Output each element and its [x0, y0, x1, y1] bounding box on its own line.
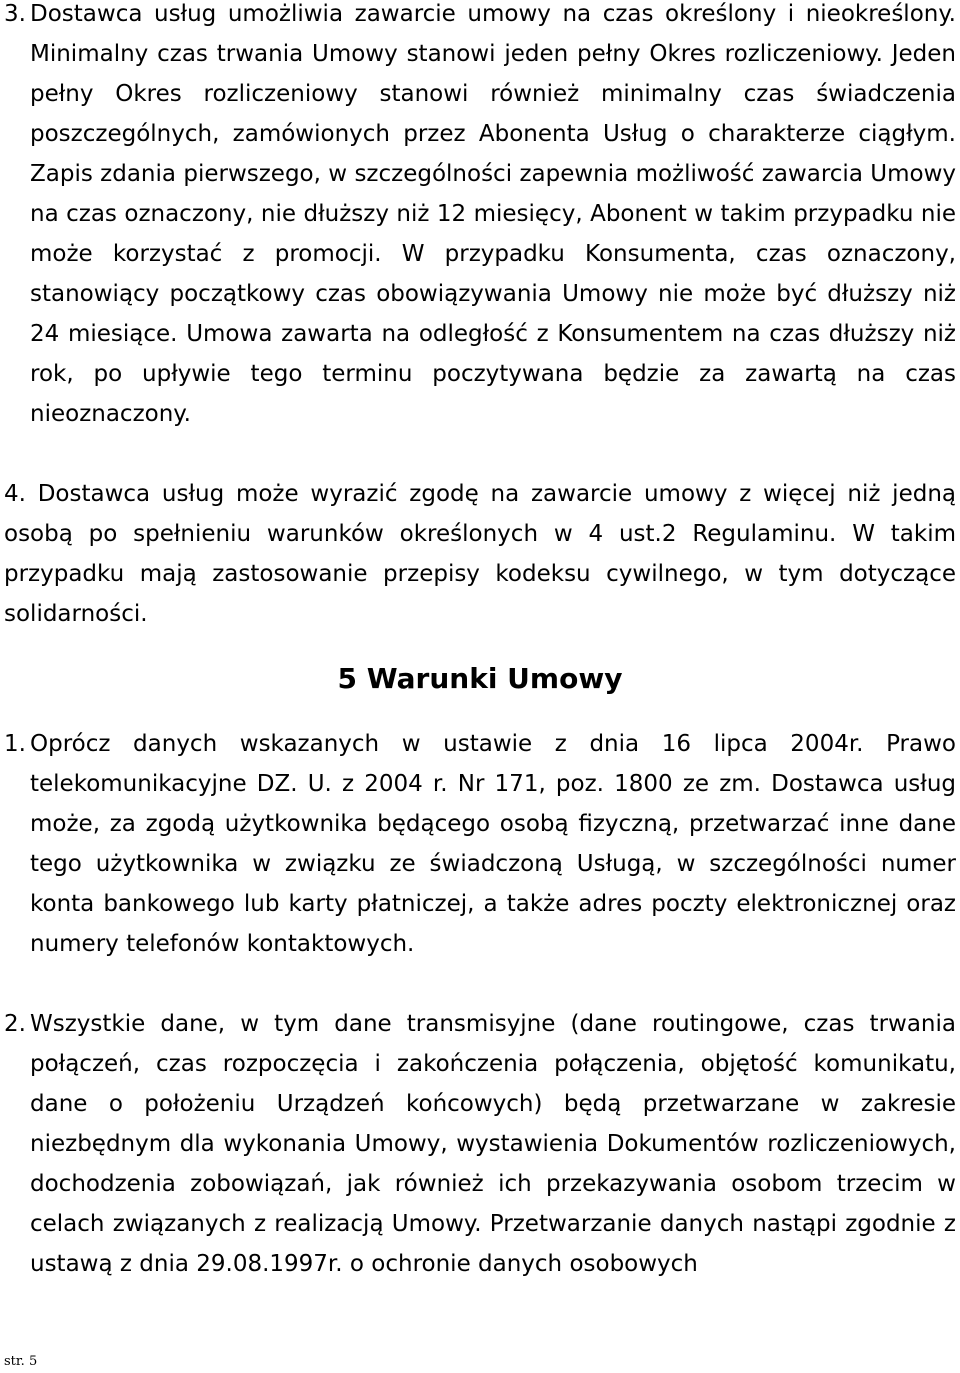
paragraph-item-4: 4. Dostawca usług może wyrazić zgodę na zawarcie umowy z więcej niż jedną osobą po spełnieniu warunków określonych w 4 ust.2 Regulaminu. W takim przypadku mają zastosowanie przepisy kodeksu cywilnego, w tym dotyczące solidarności. [4, 481, 956, 627]
list-item-3 [4, 0, 956, 434]
list-item-number: 1. [4, 731, 26, 757]
list-item-5-2 [4, 1004, 956, 1284]
list-item-text: Wszystkie dane, w tym dane transmisyjne (dane routingowe, czas trwania połączeń, czas rozpoczęcia i zakończenia połączenia, objętość komunikatu, dane o położeniu Urządzeń końcowych) będą przetwarzane w zakresie niezbędnym dla wykonania Umowy, wystawienia Dokumentów rozliczeniowych, dochodzenia zobowiązań, jak również ich przekazywania osobom trzecim w celach związanych z realizacją Umowy. Przetwarzanie danych nastąpi zgodnie z ustawą z dnia 29.08.1997r. o ochronie danych osobowych [30, 1011, 956, 1277]
page-number: str. 5 [4, 1354, 38, 1369]
list-item-text: Dostawca usług umożliwia zawarcie umowy na czas określony i nieokreślony. Minimalny czas trwania Umowy stanowi jeden pełny Okres rozliczeniowy. Jeden pełny Okres rozliczeniowy stanowi również minimalny czas świadczenia poszczególnych, zamówionych przez Abonenta Usług o charakterze ciągłym. Zapis zdania pierwszego, w szczególności zapewnia możliwość zawarcia Umowy na czas oznaczony, nie dłuższy niż 12 miesięcy, Abonent w takim przypadku nie może korzystać z promocji. W przypadku Konsumenta, czas oznaczony, stanowiący początkowy czas obowiązywania Umowy nie może być dłuższy niż 24 miesiące. Umowa zawarta na odległość z Konsumentem na czas dłuższy niż rok, po upływie tego terminu poczytywana będzie za zawartą na czas nieoznaczony. [30, 1, 956, 427]
list-item-text: Oprócz danych wskazanych w ustawie z dnia 16 lipca 2004r. Prawo telekomunikacyjne DZ. U. z 2004 r. Nr 171, poz. 1800 ze zm. Dostawca usług może, za zgodą użytkownika będącego osobą fizyczną, przetwarzać inne dane tego użytkownika w związku ze świadczoną Usługą, w szczególności numer konta bankowego lub karty płatniczej, a także adres poczty elektronicznej oraz numery telefonów kontaktowych. [30, 731, 956, 957]
list-item-number: 2. [4, 1011, 26, 1037]
list-item-number: 3. [4, 1, 26, 27]
list-item-5-1 [4, 724, 956, 964]
section-heading: 5 Warunki Umowy [337, 662, 623, 695]
